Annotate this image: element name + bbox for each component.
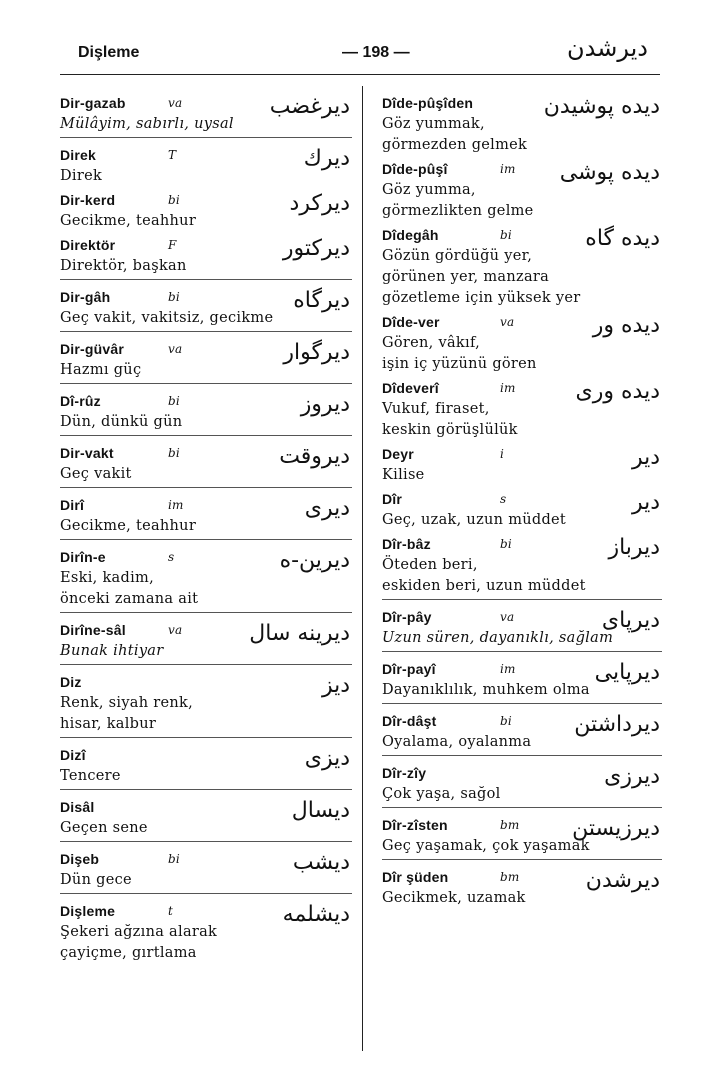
dictionary-entry	[60, 390, 352, 436]
entry-headword: Dîr	[382, 491, 403, 507]
dictionary-entry	[60, 619, 352, 665]
entry-definition-line: keskin görüşlülük	[382, 422, 518, 438]
entry-definition-line: Göz yumma,	[382, 182, 476, 198]
entry-origin-abbreviation: F	[168, 238, 177, 252]
entry-arabic-script: دیرزیستن	[572, 816, 660, 841]
entry-headword: Dîr-payî	[382, 661, 436, 677]
dictionary-entry	[382, 866, 662, 909]
entry-definition-line: Uzun süren, dayanıklı, sağlam	[382, 630, 614, 646]
entry-headword-row	[382, 488, 662, 510]
entry-headword: Direktör	[60, 237, 116, 253]
entry-origin-abbreviation: im	[500, 381, 516, 395]
entry-headword: Dirîne-sâl	[60, 622, 126, 638]
dictionary-entry	[382, 92, 662, 156]
entry-arabic-script: دیرپایی	[594, 660, 660, 685]
dictionary-entry	[382, 488, 662, 531]
entry-headword: Dizî	[60, 747, 86, 763]
entry-headword: Dî-rûz	[60, 393, 101, 409]
right-column	[382, 92, 662, 911]
entry-headword: Dîr-bâz	[382, 536, 431, 552]
entry-headword: Dir-kerd	[60, 192, 116, 208]
entry-arabic-script: دیز	[321, 673, 350, 698]
entry-definition-line: Şekeri ağzına alarak	[60, 924, 218, 940]
entry-definition-line: Çok yaşa, sağol	[382, 786, 501, 802]
entry-origin-abbreviation: va	[168, 623, 183, 637]
dictionary-entry	[60, 338, 352, 384]
entry-headword: Dir-vakt	[60, 445, 114, 461]
left-column	[60, 92, 352, 966]
entry-definition-line: Dün, dünkü gün	[60, 414, 183, 430]
entry-arabic-script: دیرداشتن	[574, 712, 660, 737]
entry-definition-line: Dün gece	[60, 872, 132, 888]
entry-definition-line: Geç yaşamak, çok yaşamak	[382, 838, 590, 854]
entry-definition-line: görmezden gelmek	[382, 137, 528, 153]
entry-arabic-script: دیرپای	[601, 608, 660, 633]
entry-headword: Dîde-pûşî	[382, 161, 448, 177]
dictionary-entry	[60, 92, 352, 138]
entry-arabic-script: دیرغضب	[269, 94, 350, 119]
entry-arabic-script: دیرینه سال	[249, 621, 350, 646]
entry-headword: Dîr-pây	[382, 609, 432, 625]
dictionary-entry	[382, 814, 662, 860]
entry-definition-line: işin iç yüzünü gören	[382, 356, 537, 372]
entry-definition-line: Gözün gördüğü yer,	[382, 248, 533, 264]
entry-headword: Dirî	[60, 497, 85, 513]
entry-definition-line: Göz yummak,	[382, 116, 485, 132]
entry-definition-line: Eski, kadim,	[60, 570, 154, 586]
entry-arabic-script: دیده گاه	[585, 226, 660, 251]
entry-definition-line: gözetleme için yüksek yer	[382, 290, 581, 306]
entry-origin-abbreviation: bi	[500, 537, 512, 551]
entry-definition-line: Gecikme, teahhur	[60, 213, 197, 229]
entry-definition-line: Renk, siyah renk,	[60, 695, 194, 711]
entry-definition-line: görünen yer, manzara	[382, 269, 550, 285]
dictionary-entry	[382, 658, 662, 704]
entry-definition-line: hisar, kalbur	[60, 716, 157, 732]
entry-headword: Dir-gâh	[60, 289, 111, 305]
entry-origin-abbreviation: va	[168, 342, 183, 356]
dictionary-entry	[60, 848, 352, 894]
entry-headword: Disâl	[60, 799, 95, 815]
entry-origin-abbreviation: t	[168, 904, 174, 918]
entry-definition-line: Vukuf, firaset,	[382, 401, 490, 417]
entry-arabic-script: دیده وری	[575, 379, 660, 404]
dictionary-entry	[60, 744, 352, 790]
entry-origin-abbreviation: bi	[500, 228, 512, 242]
entry-headword: Dişeb	[60, 851, 100, 867]
dictionary-entry	[60, 900, 352, 964]
entry-arabic-script: دیرگوار	[283, 340, 350, 365]
entry-definition-line: Direktör, başkan	[60, 258, 187, 274]
dictionary-entry	[60, 494, 352, 540]
column-divider	[362, 86, 363, 1051]
entry-headword: Dîr-zîy	[382, 765, 427, 781]
entry-definition-line: çayiçme, gırtlama	[60, 945, 197, 961]
entry-headword: Dîr-zîsten	[382, 817, 448, 833]
entry-headword: Dîr şüden	[382, 869, 449, 885]
entry-arabic-script: دیروز	[300, 392, 350, 417]
entry-origin-abbreviation: T	[168, 148, 177, 162]
entry-arabic-script: دیر	[631, 490, 660, 515]
entry-headword: Direk	[60, 147, 97, 163]
entry-definition-line: Mülâyim, sabırlı, uysal	[60, 116, 234, 132]
entry-definition-line: görmezlikten gelme	[382, 203, 534, 219]
entry-definition-line: Gören, vâkıf,	[382, 335, 481, 351]
entry-headword-row	[382, 443, 662, 465]
entry-definition-line: önceki zamana ait	[60, 591, 199, 607]
entry-origin-abbreviation: bi	[168, 394, 180, 408]
dictionary-entry	[382, 158, 662, 222]
dictionary-entry	[382, 606, 662, 652]
dictionary-entry	[60, 234, 352, 280]
entry-origin-abbreviation: bi	[168, 193, 180, 207]
entry-headword: Dîr-dâşt	[382, 713, 437, 729]
entry-origin-abbreviation: va	[500, 315, 515, 329]
entry-definition-line: Geç, uzak, uzun müddet	[382, 512, 567, 528]
entry-definition-line: Tencere	[60, 768, 121, 784]
dictionary-entry	[382, 311, 662, 375]
entry-definition-line: Dayanıklılık, muhkem olma	[382, 682, 590, 698]
entry-arabic-script: دیرشدن	[585, 868, 660, 893]
dictionary-entry	[382, 762, 662, 808]
entry-arabic-script: دیشب	[292, 850, 350, 875]
entry-definition-line: Bunak ihtiyar	[60, 643, 164, 659]
entry-arabic-script: دیسال	[291, 798, 350, 823]
dictionary-entry	[60, 796, 352, 842]
entry-headword: Dirîn-e	[60, 549, 106, 565]
entry-arabic-script: دیده پوشیدن	[543, 94, 660, 119]
entry-arabic-script: دیرکرد	[289, 191, 350, 216]
dictionary-entry	[60, 671, 352, 738]
entry-origin-abbreviation: im	[168, 498, 184, 512]
entry-definition-line: Geç vakit, vakitsiz, gecikme	[60, 310, 274, 326]
entry-arabic-script: دیرباز	[608, 535, 660, 560]
header-arabic-word: دیرشدن	[567, 34, 648, 62]
entry-definition-line: Geçen sene	[60, 820, 148, 836]
entry-origin-abbreviation: bi	[168, 852, 180, 866]
entry-origin-abbreviation: bi	[500, 714, 512, 728]
entry-definition-line: Hazmı güç	[60, 362, 142, 378]
page-header	[60, 34, 660, 75]
entry-definition-line: Kilise	[382, 467, 425, 483]
entry-arabic-script: دیری	[304, 496, 350, 521]
entry-headword: Deyr	[382, 446, 414, 462]
entry-origin-abbreviation: im	[500, 662, 516, 676]
dictionary-entry	[382, 224, 662, 309]
header-guide-word: Dişleme	[78, 44, 140, 61]
entry-origin-abbreviation: bm	[500, 818, 520, 832]
dictionary-entry	[382, 533, 662, 600]
entry-definition-line: Direk	[60, 168, 103, 184]
entry-arabic-script: دیده ور	[592, 313, 660, 338]
dictionary-entry	[60, 144, 352, 187]
entry-origin-abbreviation: va	[168, 96, 183, 110]
dictionary-entry	[60, 189, 352, 232]
dictionary-entry	[382, 443, 662, 486]
entry-origin-abbreviation: s	[500, 492, 507, 506]
dictionary-entry	[60, 442, 352, 488]
entry-origin-abbreviation: bm	[500, 870, 520, 884]
dictionary-entry	[382, 377, 662, 441]
entry-arabic-script: دیزی	[304, 746, 350, 771]
dictionary-entry	[60, 546, 352, 613]
entry-origin-abbreviation: bi	[168, 446, 180, 460]
entry-origin-abbreviation: im	[500, 162, 516, 176]
entry-headword: Dîdeverî	[382, 380, 439, 396]
entry-headword: Dir-gazab	[60, 95, 126, 111]
entry-arabic-script: دیرگاه	[293, 288, 350, 313]
entry-definition-line: eskiden beri, uzun müddet	[382, 578, 586, 594]
entry-definition-line: Gecikme, teahhur	[60, 518, 197, 534]
entry-arabic-script: دیروقت	[279, 444, 350, 469]
dictionary-entry	[60, 286, 352, 332]
entry-headword: Dişleme	[60, 903, 116, 919]
page-number: — 198 —	[342, 44, 410, 61]
entry-arabic-script: دیشلمه	[282, 902, 350, 927]
entry-origin-abbreviation: s	[168, 550, 175, 564]
entry-definition-line: Gecikmek, uzamak	[382, 890, 526, 906]
entry-arabic-script: دیرین-ه	[279, 548, 350, 573]
entry-origin-abbreviation: bi	[168, 290, 180, 304]
entry-arabic-script: دیر	[631, 445, 660, 470]
entry-headword: Dîdegâh	[382, 227, 439, 243]
entry-definition-line: Geç vakit	[60, 466, 132, 482]
entry-origin-abbreviation: va	[500, 610, 515, 624]
entry-headword: Dîde-pûşîden	[382, 95, 474, 111]
entry-arabic-script: دیرکتور	[282, 236, 350, 261]
entry-arabic-script: دیده پوشی	[559, 160, 660, 185]
entry-headword: Diz	[60, 674, 82, 690]
entry-arabic-script: دیرك	[303, 146, 350, 171]
entry-headword: Dîde-ver	[382, 314, 440, 330]
entry-definition-line: Öteden beri,	[382, 557, 478, 573]
entry-headword-row	[60, 671, 352, 693]
entry-origin-abbreviation: i	[500, 447, 505, 461]
entry-definition-line: Oyalama, oyalanma	[382, 734, 532, 750]
dictionary-entry	[382, 710, 662, 756]
entry-arabic-script: دیرزی	[604, 764, 660, 789]
entry-headword: Dir-güvâr	[60, 341, 125, 357]
